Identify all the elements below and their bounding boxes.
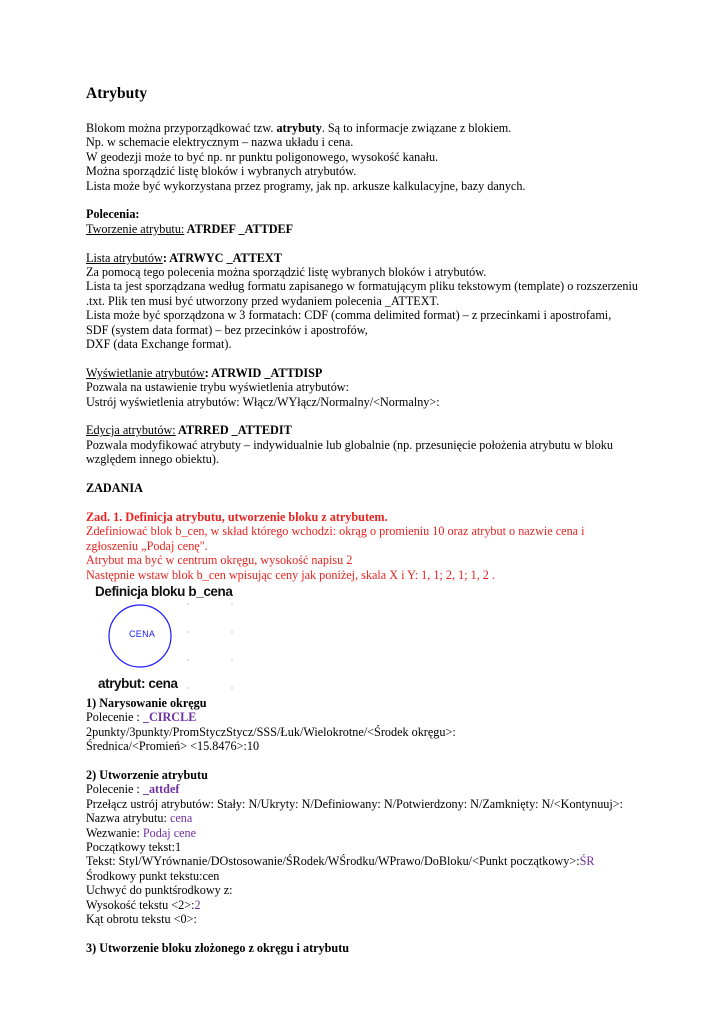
lista-cmd: : ATRWYC _ATTEXT [162, 250, 282, 265]
edycja-line-1: Pozwala modyfikować atrybuty – indywidualnie lub globalnie (np. przesunięcie położenia atrybutu w bloku [86, 437, 613, 452]
text-option-value: ŚR [579, 854, 595, 869]
intro-text: Blokom można przyporządkować tzw. [86, 121, 277, 135]
wyswietlanie-cmd: : ATRWID _ATTDISP [204, 365, 323, 380]
intro-line-5: Lista może być wykorzystana przez programy, jak np. arkusze kalkulacyjne, bazy danych. [86, 178, 526, 193]
text-height-label: Wysokość tekstu <2>: [86, 897, 195, 912]
edycja-line-2: względem innego obiektu). [86, 452, 220, 467]
zadania-heading: ZADANIA [86, 481, 143, 496]
circle-attribute-label: CENA [129, 628, 156, 639]
attdef-command: _attdef [142, 782, 180, 797]
step1-polecenie [86, 710, 646, 724]
polecenie-label: Polecenie : [86, 710, 143, 725]
figure-attribute-caption: atrybut: cena [98, 675, 178, 691]
block-definition-figure [86, 584, 386, 694]
intro-line-3: W geodezji może to być np. nr punktu poligonowego, wysokość kanału. [86, 149, 439, 164]
circle-command: _CIRCLE [142, 710, 197, 725]
step3-heading: 3) Utworzenie bloku złożonego z okręgu i atrybutu [86, 940, 350, 955]
step2-polecenie [86, 782, 646, 796]
edycja-label: Edycja atrybutów: [86, 423, 176, 438]
intro-line-1 [86, 121, 646, 135]
wyswietlanie-label: Wyświetlanie atrybutów [86, 365, 205, 380]
step2-line-4: Początkowy tekst:1 [86, 839, 182, 854]
step1-line-1: 2punkty/3punkty/PromStyczStycz/SSS/Łuk/Wielokrotne/<Środek okręgu>: [86, 724, 456, 739]
polecenia-heading: Polecenia: [86, 207, 140, 222]
lista-line-1: Za pomocą tego polecenia można sporządzić listę wybranych bloków i atrybutów. [86, 265, 487, 280]
zad1-line-4: Następnie wstaw blok b_cen wpisując ceny jak poniżej, skala X i Y: 1, 1; 2, 1; 1, 2 . [86, 567, 495, 582]
step2-line-6: Środkowy punkt tekstu:cen [86, 868, 220, 883]
step2-line-9: Kąt obrotu tekstu <0>: [86, 911, 197, 926]
step2-line-8 [86, 898, 646, 912]
step2-line-2 [86, 811, 646, 825]
lista-line-4: Lista może być sporządzona w 3 formatach: CDF (comma delimited format) – z przecinkami i apostrofami, [86, 308, 612, 323]
wyswietlanie-heading [86, 366, 646, 380]
step2-heading: 2) Utworzenie atrybutu [86, 767, 208, 782]
figure-title: Definicja bloku b_cena [95, 583, 233, 599]
page-title: Atrybuty [86, 85, 148, 102]
zad1-heading: Zad. 1. Definicja atrybutu, utworzenie bloku z atrybutem. [86, 509, 388, 524]
step2-line-1: Przełącz ustrój atrybutów: Stały: N/Ukryty: N/Definiowany: N/Potwierdzony: N/Zamknięty: N/<Kontynuuj>: [86, 796, 624, 811]
tworzenie-cmd: ATRDEF _ATTDEF [184, 221, 294, 236]
step1-heading: 1) Narysowanie okręgu [86, 695, 207, 710]
lista-line-2: Lista ta jest sporządzana według formatu zapisanego w formatującym pliku tekstowym (template) o rozszerzeniu [86, 279, 638, 294]
lista-label: Lista atrybutów [86, 250, 163, 265]
intro-line-2: Np. w schemacie elektrycznym – nazwa układu i cena. [86, 135, 354, 150]
zad1-line-3: Atrybut ma być w centrum okręgu, wysokość napisu 2 [86, 553, 353, 568]
tworzenie-line [86, 222, 646, 236]
polecenie-label: Polecenie : [86, 782, 143, 797]
step2-line-3 [86, 826, 646, 840]
document-page [86, 84, 646, 955]
tworzenie-label: Tworzenie atrybutu: [86, 221, 185, 236]
prompt-label: Wezwanie: [86, 825, 143, 840]
zad1-line-2: zgłoszeniu „Podaj cenę". [86, 538, 208, 553]
zad1-line-1: Zdefiniować blok b_cen, w skład którego wchodzi: okrąg o promieniu 10 oraz atrybut o nazwie cena i [86, 524, 585, 539]
lista-line-3: .txt. Plik ten musi być utworzony przed wydaniem polecenia _ATTEXT. [86, 293, 440, 308]
wyswietlanie-line-2: Ustrój wyświetlenia atrybutów: Włącz/WYłącz/Normalny/<Normalny>: [86, 394, 440, 409]
lista-line-6: DXF (data Exchange format). [86, 337, 232, 352]
grid-dots [187, 603, 232, 688]
lista-line-5: SDF (system data format) – bez przecinków i apostrofów, [86, 322, 368, 337]
intro-line-4: Można sporządzić listę bloków i wybranych atrybutów. [86, 164, 357, 179]
text-height-value: 2 [194, 897, 201, 912]
step2-line-7: Uchwyć do punktśrodkowy z: [86, 883, 233, 898]
wyswietlanie-line-1: Pozwala na ustawienie trybu wyświetlenia atrybutów: [86, 380, 349, 395]
edycja-cmd: ATRRED _ATTEDIT [175, 423, 292, 438]
attr-name-value: cena [169, 811, 193, 826]
intro-bold-term: atrybuty [276, 121, 322, 135]
step1-line-2: Średnica/<Promień> <15.8476>:10 [86, 739, 260, 754]
lista-heading [86, 251, 646, 265]
intro-text-end: . Są to informacje związane z blokiem. [321, 121, 512, 135]
text-options: Tekst: Styl/WYrównanie/DOstosowanie/ŚRodek/WŚrodku/WPrawo/DoBloku/<Punkt początkowy>: [86, 854, 580, 869]
attr-name-label: Nazwa atrybutu: [86, 811, 170, 826]
edycja-heading [86, 423, 646, 437]
prompt-value: Podaj cene [142, 825, 197, 840]
step2-line-5 [86, 854, 646, 868]
